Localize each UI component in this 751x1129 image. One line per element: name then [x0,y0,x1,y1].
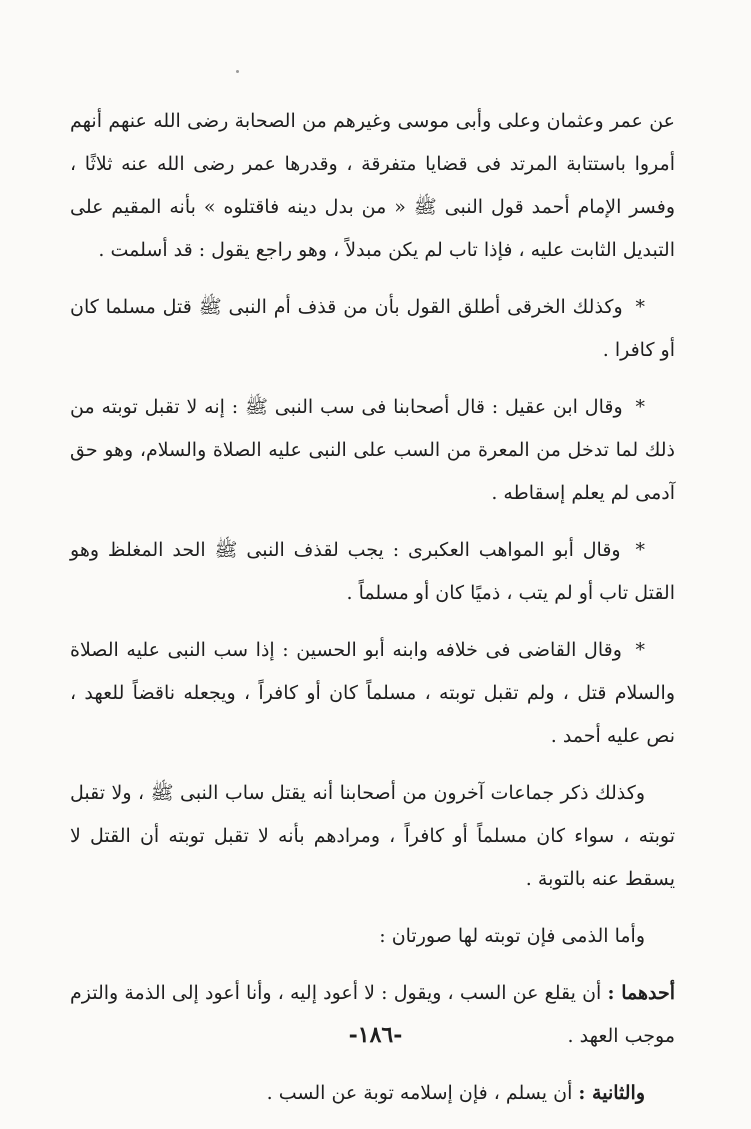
paragraph-9 [70,1072,675,1115]
asterisk-marker: * [635,539,646,561]
paragraph-text: وكذلك ذكر جماعات آخرون من أصحابنا أنه يقتل ساب النبى ﷺ ، ولا تقبل توبته ، سواء كان مسلماً أو كافراً ، ومرادهم بأنه لا تقبل توبته أن القتل لا يسقط عنه بالتوبة . [70,782,675,890]
asterisk-marker: * [635,296,645,318]
paragraph-text: وقال ابن عقيل : قال أصحابنا فى سب النبى ﷺ : إنه لا تقبل توبته من ذلك لما تدخل من المعرة من السب على النبى عليه الصلاة والسلام، وهو حق آدمى لم يعلم إسقاطه . [70,396,675,504]
lead-term: أحدهما : [607,982,675,1004]
paragraph-text: أن يسلم ، فإن إسلامه توبة عن السب . [266,1082,573,1104]
asterisk-marker: * [635,396,645,418]
paragraph-5 [70,629,675,758]
paragraph-text: وقال أبو المواهب العكبرى : يجب لقذف النبى ﷺ الحد المغلظ وهو القتل تاب أو لم يتب ، ذميًا كان أو مسلماً . [70,539,675,604]
paragraph-text: وكذلك الخرقى أطلق القول بأن من قذف أم النبى ﷺ قتل مسلما كان أو كافرا . [70,296,675,361]
paragraph-4 [70,529,675,615]
paragraph-1 [70,100,675,272]
paragraph-6 [70,772,675,901]
paragraph-text: عن عمر وعثمان وعلى وأبى موسى وغيرهم من الصحابة رضى الله عنهم أنهم أمروا باستتابة المرتد فى قضايا متفرقة ، وقدرها عمر رضى الله عنه ثلاثًا ، وفسر الإمام أحمد قول النبى ﷺ « من بدل دينه فاقتلوه » بأنه المقيم على التبديل الثابت عليه ، فإذا تاب لم يكن مبدلاً ، وهو راجع يقول : قد أسلمت . [70,110,675,261]
document-body [70,100,675,1129]
paragraph-7 [70,915,675,958]
asterisk-marker: * [635,639,645,661]
ink-speck [236,70,239,73]
paragraph-3 [70,386,675,515]
paragraph-text: وقال القاضى فى خلافه وابنه أبو الحسين : إذا سب النبى عليه الصلاة والسلام قتل ، ولم تقبل توبته ، مسلماً كان أو كافراً ، ويجعله ناقضاً للعهد ، نص عليه أحمد . [70,639,675,747]
lead-term: والثانية : [578,1082,645,1104]
paragraph-text: أن يقلع عن السب ، ويقول : لا أعود إليه ، وأنا أعود إلى الذمة والتزم موجب العهد . [70,982,675,1047]
paragraph-text: وأما الذمى فإن توبته لها صورتان : [379,925,645,947]
page-number: -١٨٦- [348,1022,403,1048]
paragraph-2 [70,286,675,372]
